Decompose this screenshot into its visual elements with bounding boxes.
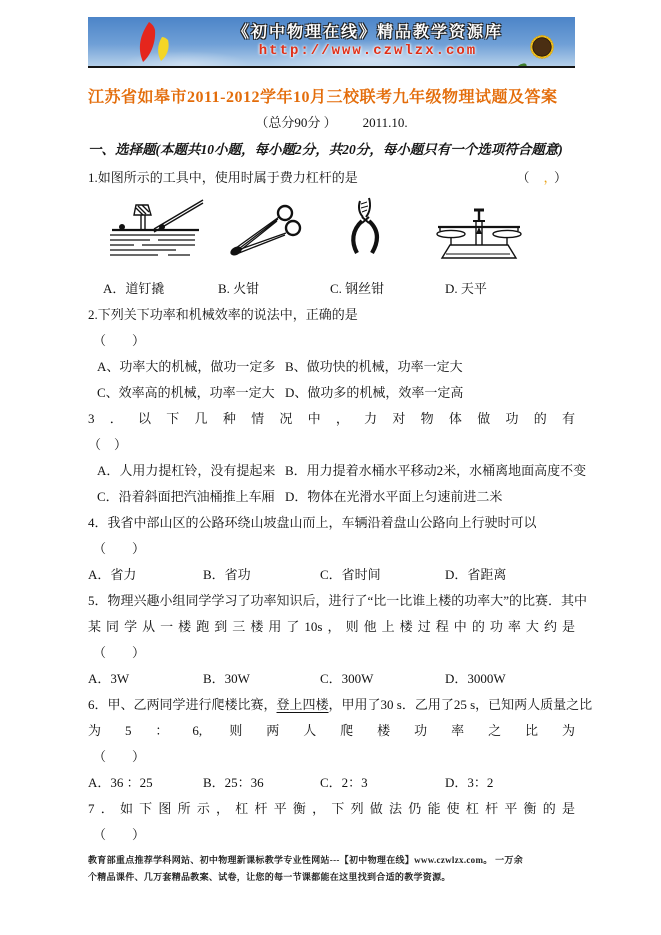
option-a: A．人用力提杠铃，没有提起来 — [97, 463, 276, 478]
option-c: C．300W — [320, 671, 374, 686]
option-c: C．省时间 — [320, 567, 381, 582]
option-b: B．用力提着水桶水平移动2米，水桶离地面高度不变 — [285, 463, 587, 478]
question-6-underlined-text: 登上四楼 — [276, 697, 329, 712]
total-score-note: （总分90分 ） — [255, 115, 337, 130]
stray-comma-mark: ， — [543, 170, 550, 185]
question-6-answer-paren: （ ） — [93, 749, 146, 764]
question-5-line-1: 5．物理兴趣小组同学学习了功率知识后，进行了“比一比谁上楼的功率大”的比赛．其中 — [88, 593, 588, 608]
question-1-text: 1.如图所示的工具中，使用时属于费力杠杆的是 — [88, 170, 358, 185]
paren-close: ） — [553, 170, 567, 185]
question-5-line-2: 某同学从一楼跑到三楼用了10s，则他上楼过程中的功率大约是 — [88, 619, 575, 634]
option-c: C．沿着斜面把汽油桶推上车厢 — [97, 489, 275, 504]
question-3-answer-paren: （ ） — [88, 437, 128, 452]
footer-line-1: 教育部重点推荐学科网站、初中物理新课标教学专业性网站---【初中物理在线】www.czwlzx.com。 一万余 — [88, 855, 524, 865]
option-b: B、做功快的机械，功率一定大 — [285, 359, 463, 374]
subtitle-row — [88, 110, 575, 136]
option-d: D. 天平 — [445, 281, 487, 296]
option-d: D．3：2 — [445, 775, 494, 790]
option-b: B．30W — [203, 671, 250, 686]
question-2-answer-paren: （ ） — [93, 333, 146, 348]
question-2-options-ab — [88, 354, 575, 380]
option-c: C．2：3 — [320, 775, 368, 790]
question-6-text-post: ，甲用了30 s．乙用了25 s，已知两人质量之比 — [328, 697, 593, 712]
site-title: 《初中物理在线》精品教学资源库 — [232, 24, 503, 41]
site-url-link[interactable]: http://www.czwlzx.com — [258, 43, 478, 59]
option-d: D．物体在光滑水平面上匀速前进二米 — [285, 489, 503, 504]
question-1-line — [88, 164, 575, 191]
exam-date: 2011.10. — [362, 115, 408, 130]
site-banner — [88, 17, 575, 68]
question-3-options-ab — [88, 458, 587, 484]
flame-logo-icon — [132, 20, 178, 64]
option-b: B. 火钳 — [218, 281, 260, 296]
option-c: C、效率高的机械，功率一定大 — [97, 385, 275, 400]
option-d: D．省距离 — [445, 567, 507, 582]
sunflower-icon — [513, 17, 571, 68]
option-b: B．25：36 — [203, 775, 264, 790]
question-6-line-2: 为5：6, 则两人爬楼功率之比为 — [88, 723, 575, 738]
fire-tongs-image — [226, 200, 304, 260]
section-1-header: 一、选择题(本题共10小题，每小题2分，共20分，每小题只有一个选项符合题意) — [88, 142, 563, 157]
question-1-figures — [88, 191, 575, 276]
question-4-answer-paren: （ ） — [93, 541, 146, 556]
question-1-options — [88, 276, 575, 302]
question-2-line: 2.下列关下功率和机械效率的说法中，正确的是 — [88, 307, 358, 322]
document-title: 江苏省如皋市2011-2012学年10月三校联考九年级物理试题及答案 — [88, 89, 558, 106]
question-7-line: 7．如下图所示，杠杆平衡，下列做法仍能使杠杆平衡的是 — [88, 801, 575, 816]
question-6-line-1 — [88, 692, 593, 718]
question-3-options-cd — [88, 484, 575, 510]
question-1-answer-paren — [516, 164, 567, 191]
question-3-line: 3．以下几种情况中，力对物体做功的有 — [88, 411, 575, 426]
option-b: B．省功 — [203, 567, 251, 582]
document-body — [88, 86, 593, 848]
option-a: A、功率大的机械，做功一定多 — [97, 359, 276, 374]
option-a: A．省力 — [88, 567, 137, 582]
balance-scale-image — [430, 204, 528, 262]
question-6-text-pre: 6．甲、乙两同学进行爬楼比赛， — [88, 697, 277, 712]
option-d: D、做功多的机械，效率一定高 — [285, 385, 464, 400]
question-4-options — [88, 562, 575, 588]
question-7-answer-paren: （ ） — [93, 827, 146, 842]
question-2-options-cd — [88, 380, 575, 406]
wire-pliers-image — [346, 196, 380, 258]
banner-text-block — [208, 19, 528, 59]
question-5-options — [88, 666, 575, 692]
option-d: D．3000W — [445, 671, 506, 686]
page-footer — [88, 852, 575, 886]
option-a: A．36 ：25 — [88, 775, 153, 790]
footer-line-2: 个精品课件、几万套精品教案、试卷，让您的每一节课都能在这里找到合适的教学资源。 — [88, 872, 451, 882]
paren-open: （ — [516, 170, 530, 185]
question-5-answer-paren: （ ） — [93, 645, 146, 660]
option-a: A．道钉撬 — [103, 281, 165, 296]
option-c: C. 钢丝钳 — [330, 281, 385, 296]
question-4-line: 4．我省中部山区的公路环绕山坡盘山而上，车辆沿着盘山公路向上行驶时可以 — [88, 515, 537, 530]
question-6-options — [88, 770, 575, 796]
option-a: A．3W — [88, 671, 130, 686]
spike-puller-image — [98, 196, 208, 258]
